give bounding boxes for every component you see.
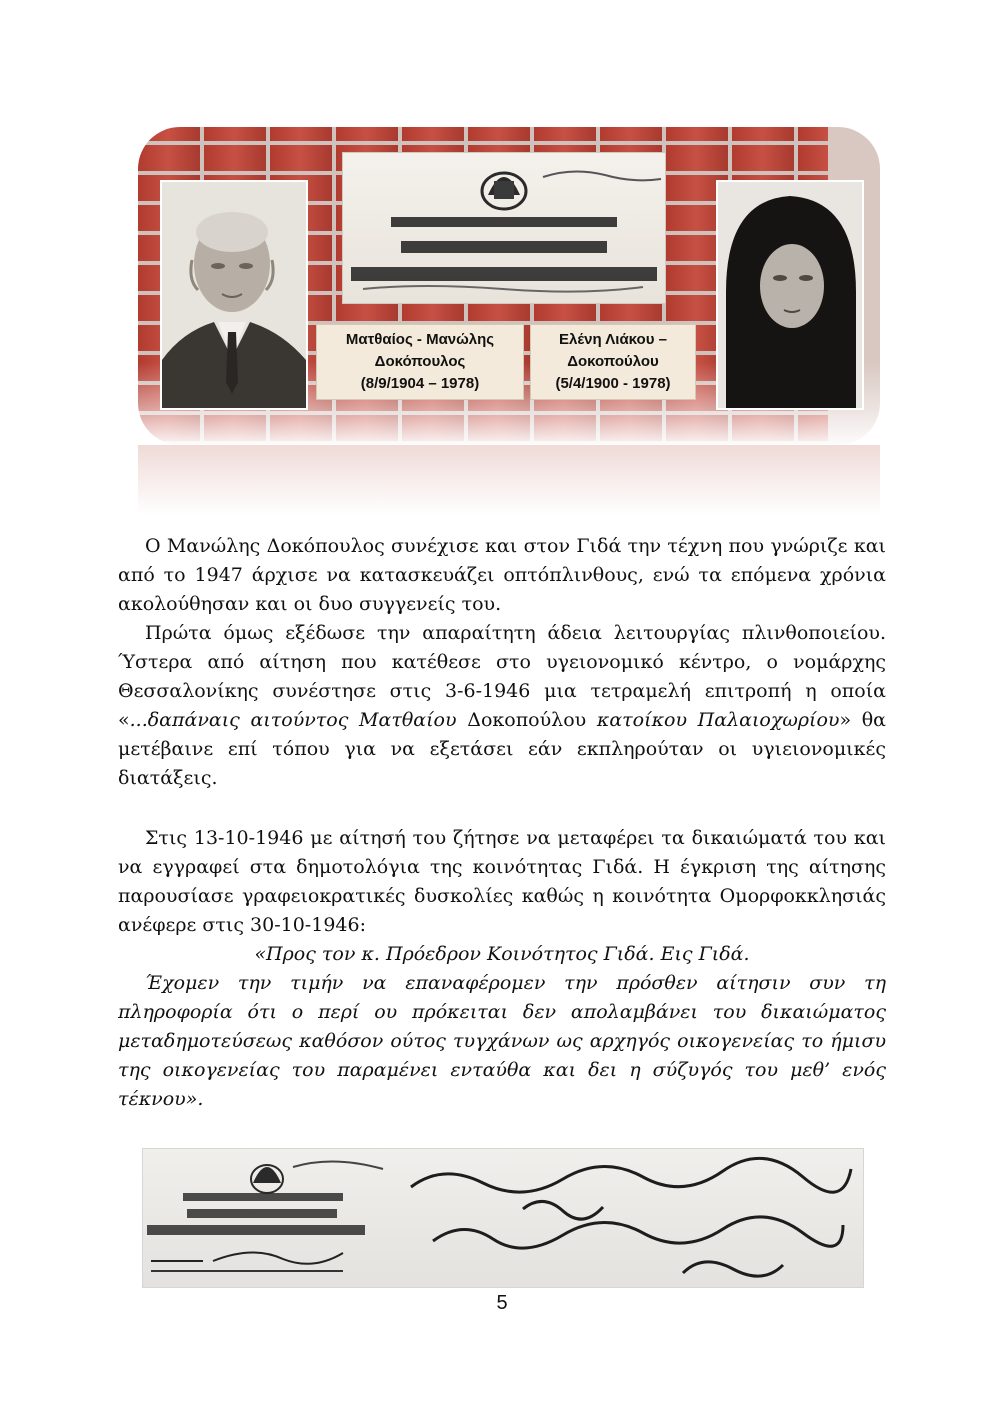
handwritten-letter-icon [143,1149,863,1287]
paragraph-3: Στις 13-10-1946 με αίτησή του ζήτησε να μεταφέρει τα δικαιώματά του και να εγγραφεί στα δημοτολόγια της κοινότητας Γιδά. Η έγκριση της αίτησης παρουσίασε γραφειοκρατικές δυσκολίες καθώς η κοινότητα Ομορφοκκλησιάς ανέφερε στις 30-10-1946: [118,827,886,936]
caption-man-name: Ματθαίος - Μανώλης [345,331,495,348]
banner-reflection [138,445,880,515]
paragraph-2 [118,619,886,793]
caption-woman-surname: Δοκοπούλου [567,353,659,370]
portrait-woman-photo [716,180,864,410]
paragraph-2-italic-2: κατοίκου Παλαιοχωρίου [596,709,840,731]
community-stamp-image [342,152,666,304]
body-text-section-2 [118,824,886,1114]
paragraph-2-part-b: Δοκοπούλου [456,709,597,731]
caption-man-surname: Δοκόπουλος [374,353,466,370]
quote-heading-text: «Προς τον κ. Πρόεδρον Κοινότητος Γιδά. Εις Γιδά. [254,943,750,965]
caption-woman-name: Ελένη Λιάκου – [559,331,667,348]
stamp-seal-icon [343,153,665,303]
caption-eleni-liakou [530,324,696,400]
quote-body: Έχομεν την τιμήν να επαναφέρομεν την πρόσθεν αίτησιν συν τη πληροφορία ότι ο περί ου πρόκειται δεν απολαμβάνει του δικαιώματος μεταδημοτεύσεως καθόσον ούτος τυγχάνων ως αρχηγός οικογενείας το ήμισυ της οικογενείας του παραμένει ενταύθα και δει η σύζυγός του μεθ’ ενός τέκνου». [118,972,886,1110]
body-text-section-1 [118,532,886,793]
paragraph-2-part-c: » θα μετέβαινε επί τόπου για να εξετάσει εάν εκπληρούταν οι υγιειονομικές διατάξεις. [118,709,887,789]
page-number: 5 [496,1292,508,1314]
paragraph-2-part-a: Πρώτα όμως εξέδωσε την απαραίτητη άδεια λειτουργίας πλινθοποιείου. Ύστερα από αίτηση που κατέθεσε στο υγειονομικό κέντρο, ο νομάρχης Θεσσαλονίκης συνέστησε στις 3-6-1946 μια τετραμελή επιτροπή η οποία « [118,622,886,731]
caption-matthaios-dokopoulos [316,324,524,400]
caption-woman-dates: (5/4/1900 - 1978) [555,375,671,392]
portrait-man-icon [162,182,306,408]
quote-heading [118,940,886,969]
portrait-man-photo [160,180,308,410]
paragraph-2-italic-1: ...δαπάναις αιτούντος Ματθαίου [129,709,457,731]
paragraph-1: Ο Μανώλης Δοκόπουλος συνέχισε και στον Γιδά την τέχνη που γνώριζε και από το 1947 άρχισε να κατασκευάζει οπτόπλινθους, ενώ τα επόμενα χρόνια ακολούθησαν και οι δυο συγγενείς του. [118,535,886,615]
portrait-woman-icon [718,182,862,408]
caption-man-dates: (8/9/1904 – 1978) [360,375,480,392]
handwritten-document-excerpt [142,1148,864,1288]
